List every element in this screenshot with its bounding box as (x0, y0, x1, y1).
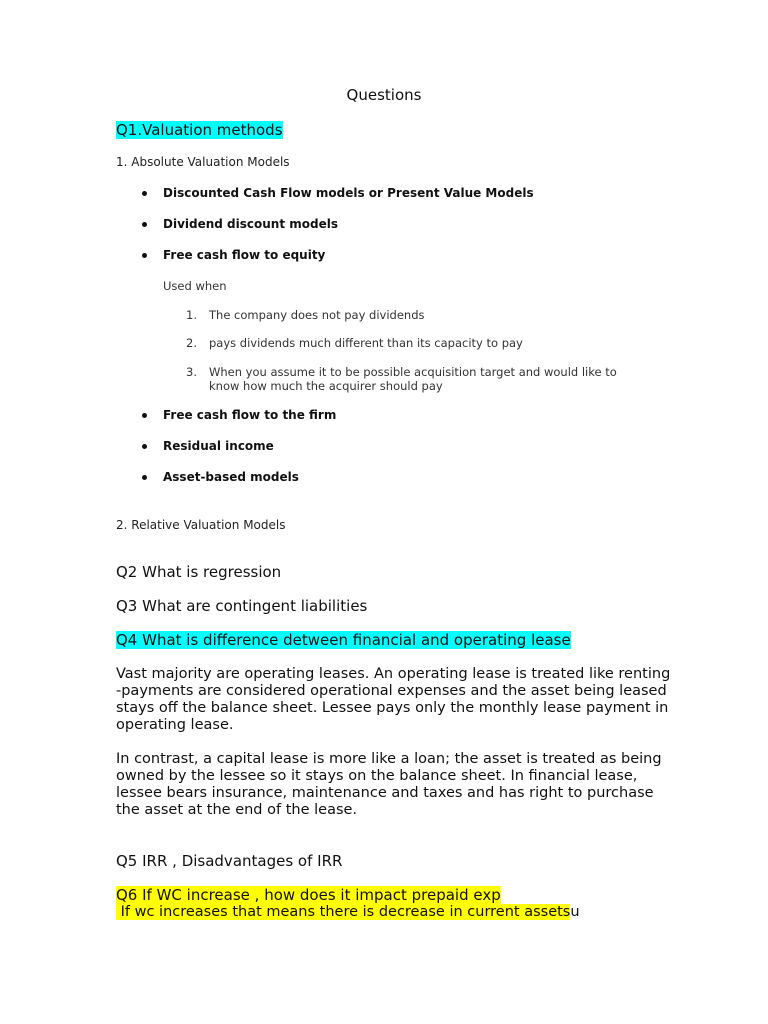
bullet-dot (142, 191, 147, 196)
q1-heading (116, 120, 283, 140)
bullet-item-asset-based: Asset-based models (163, 470, 299, 484)
q3-heading: Q3 What are contingent liabilities (116, 597, 368, 615)
q6-heading (116, 885, 501, 905)
page-title: Questions (346, 86, 422, 104)
bullet-dot (142, 444, 147, 449)
numbered-item-3-line2: know how much the acquirer should pay (209, 379, 443, 393)
bullet-dot (142, 253, 147, 258)
used-when-label: Used when (163, 279, 227, 293)
list-number: 1. (186, 308, 197, 322)
numbered-item-2: pays dividends much different than its capacity to pay (209, 336, 523, 350)
q4-heading-text: Q4 What is difference detween financial and operating lease (116, 631, 571, 649)
bullet-item-fcfe: Free cash flow to equity (163, 248, 326, 262)
bullet-item-ddm: Dividend discount models (163, 217, 338, 231)
bullet-dot (142, 475, 147, 480)
list-number: 3. (186, 365, 197, 379)
bullet-item-residual-income: Residual income (163, 439, 274, 453)
q6-answer-text: If wc increases that means there is decrease in current assets (116, 904, 571, 920)
section-relative-valuation: 2. Relative Valuation Models (116, 518, 286, 532)
q4-paragraph-2: In contrast, a capital lease is more like a loan; the asset is treated as being owned by the lessee so it stays on the balance sheet. In financial lease, lessee bears insurance, maintenance and taxes and has right to purchase the asset at the end of the lease. (116, 751, 662, 818)
bullet-item-fcff: Free cash flow to the firm (163, 408, 337, 422)
q6-answer-trailing: u (570, 904, 580, 920)
section-absolute-valuation: 1. Absolute Valuation Models (116, 155, 290, 169)
q5-heading: Q5 IRR , Disadvantages of IRR (116, 852, 343, 870)
q2-heading: Q2 What is regression (116, 563, 282, 581)
q6-answer (116, 903, 580, 921)
bullet-dot (142, 413, 147, 418)
q6-heading-text: Q6 If WC increase , how does it impact prepaid exp (116, 886, 501, 904)
numbered-item-3-line1: When you assume it to be possible acquisition target and would like to (209, 365, 617, 379)
q1-heading-text: Q1.Valuation methods (116, 121, 283, 139)
numbered-item-1: The company does not pay dividends (209, 308, 425, 322)
q4-heading (116, 630, 571, 650)
bullet-dot (142, 222, 147, 227)
list-number: 2. (186, 336, 197, 350)
bullet-item-dcf: Discounted Cash Flow models or Present Value Models (163, 186, 534, 200)
q4-paragraph-1: Vast majority are operating leases. An operating lease is treated like renting -payments are considered operational expenses and the asset being leased stays off the balance sheet. Lessee pays only the monthly lease payment in operating lease. (116, 666, 671, 733)
